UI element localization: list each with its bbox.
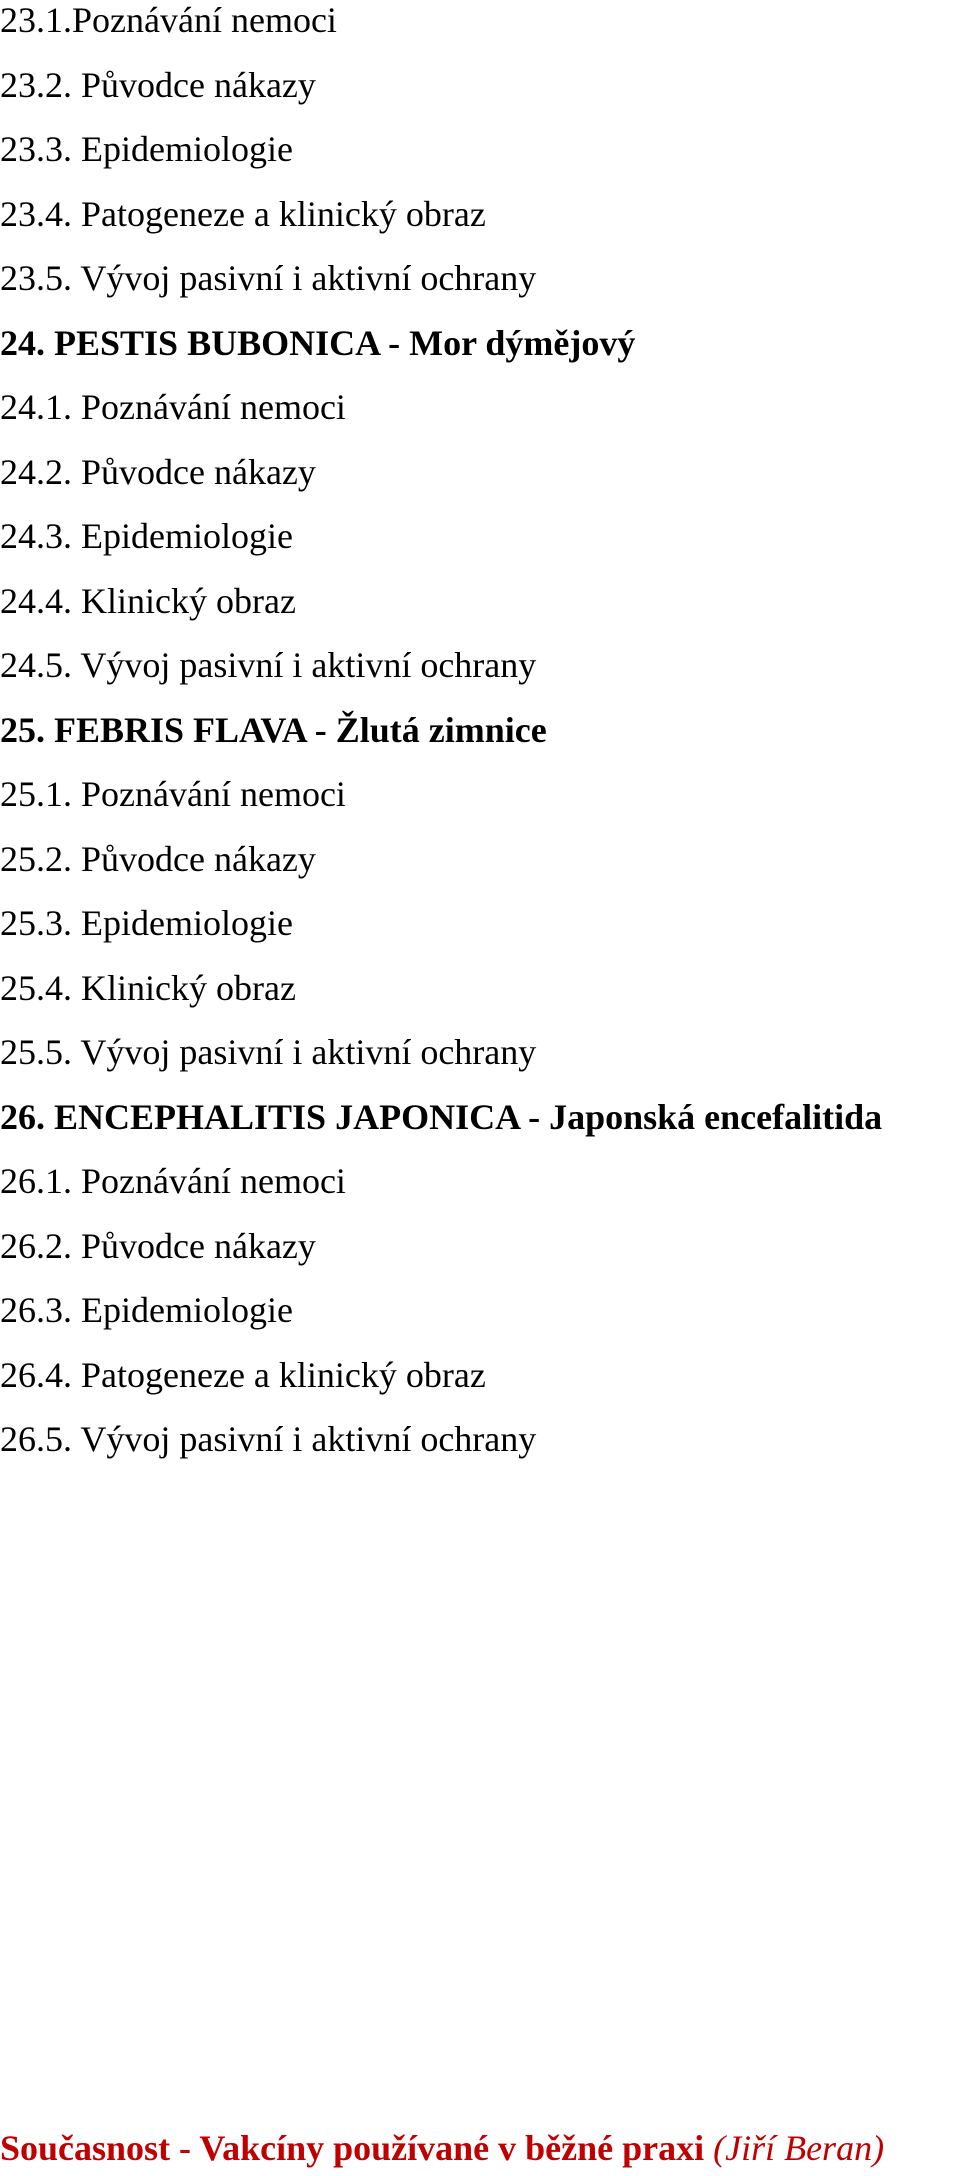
toc-entry: 24.1. Poznávání nemoci: [0, 387, 346, 427]
toc-entry: 25.1. Poznávání nemoci: [0, 774, 346, 814]
toc-entry: 25.2. Původce nákazy: [0, 838, 316, 879]
toc-heading: 24. PESTIS BUBONICA - Mor dýmějový: [0, 322, 636, 363]
toc-entry: 23.4. Patogeneze a klinický obraz: [0, 193, 486, 234]
toc-entry: 23.2. Původce nákazy: [0, 64, 316, 105]
toc-entry: 23.5. Vývoj pasivní i aktivní ochrany: [0, 258, 537, 298]
toc-entry: 26.4. Patogeneze a klinický obraz: [0, 1354, 486, 1395]
page-footer: [0, 2130, 960, 2166]
toc-entry: 23.3. Epidemiologie: [0, 129, 293, 169]
toc-heading: 25. FEBRIS FLAVA - Žlutá zimnice: [0, 709, 547, 750]
footer-author: (Jiří Beran): [713, 2128, 885, 2168]
toc-entry: 25.3. Epidemiologie: [0, 903, 293, 943]
toc-entry: 24.5. Vývoj pasivní i aktivní ochrany: [0, 645, 537, 685]
toc-entry: 26.5. Vývoj pasivní i aktivní ochrany: [0, 1419, 537, 1459]
toc-heading: 26. ENCEPHALITIS JAPONICA - Japonská encefalitida: [0, 1096, 883, 1137]
toc-entry: 23.1.Poznávání nemoci: [0, 0, 337, 40]
toc-entry: 24.3. Epidemiologie: [0, 516, 293, 556]
toc-entry: 25.5. Vývoj pasivní i aktivní ochrany: [0, 1032, 537, 1072]
toc-entry: 26.1. Poznávání nemoci: [0, 1161, 346, 1201]
toc-entry: 24.2. Původce nákazy: [0, 451, 316, 492]
toc-entry: 24.4. Klinický obraz: [0, 580, 296, 621]
toc-entry: 26.2. Původce nákazy: [0, 1225, 316, 1266]
toc-entry: 25.4. Klinický obraz: [0, 967, 296, 1008]
toc-entry: 26.3. Epidemiologie: [0, 1290, 293, 1330]
footer-title: Současnost - Vakcíny používané v běžné praxi: [0, 2128, 705, 2168]
